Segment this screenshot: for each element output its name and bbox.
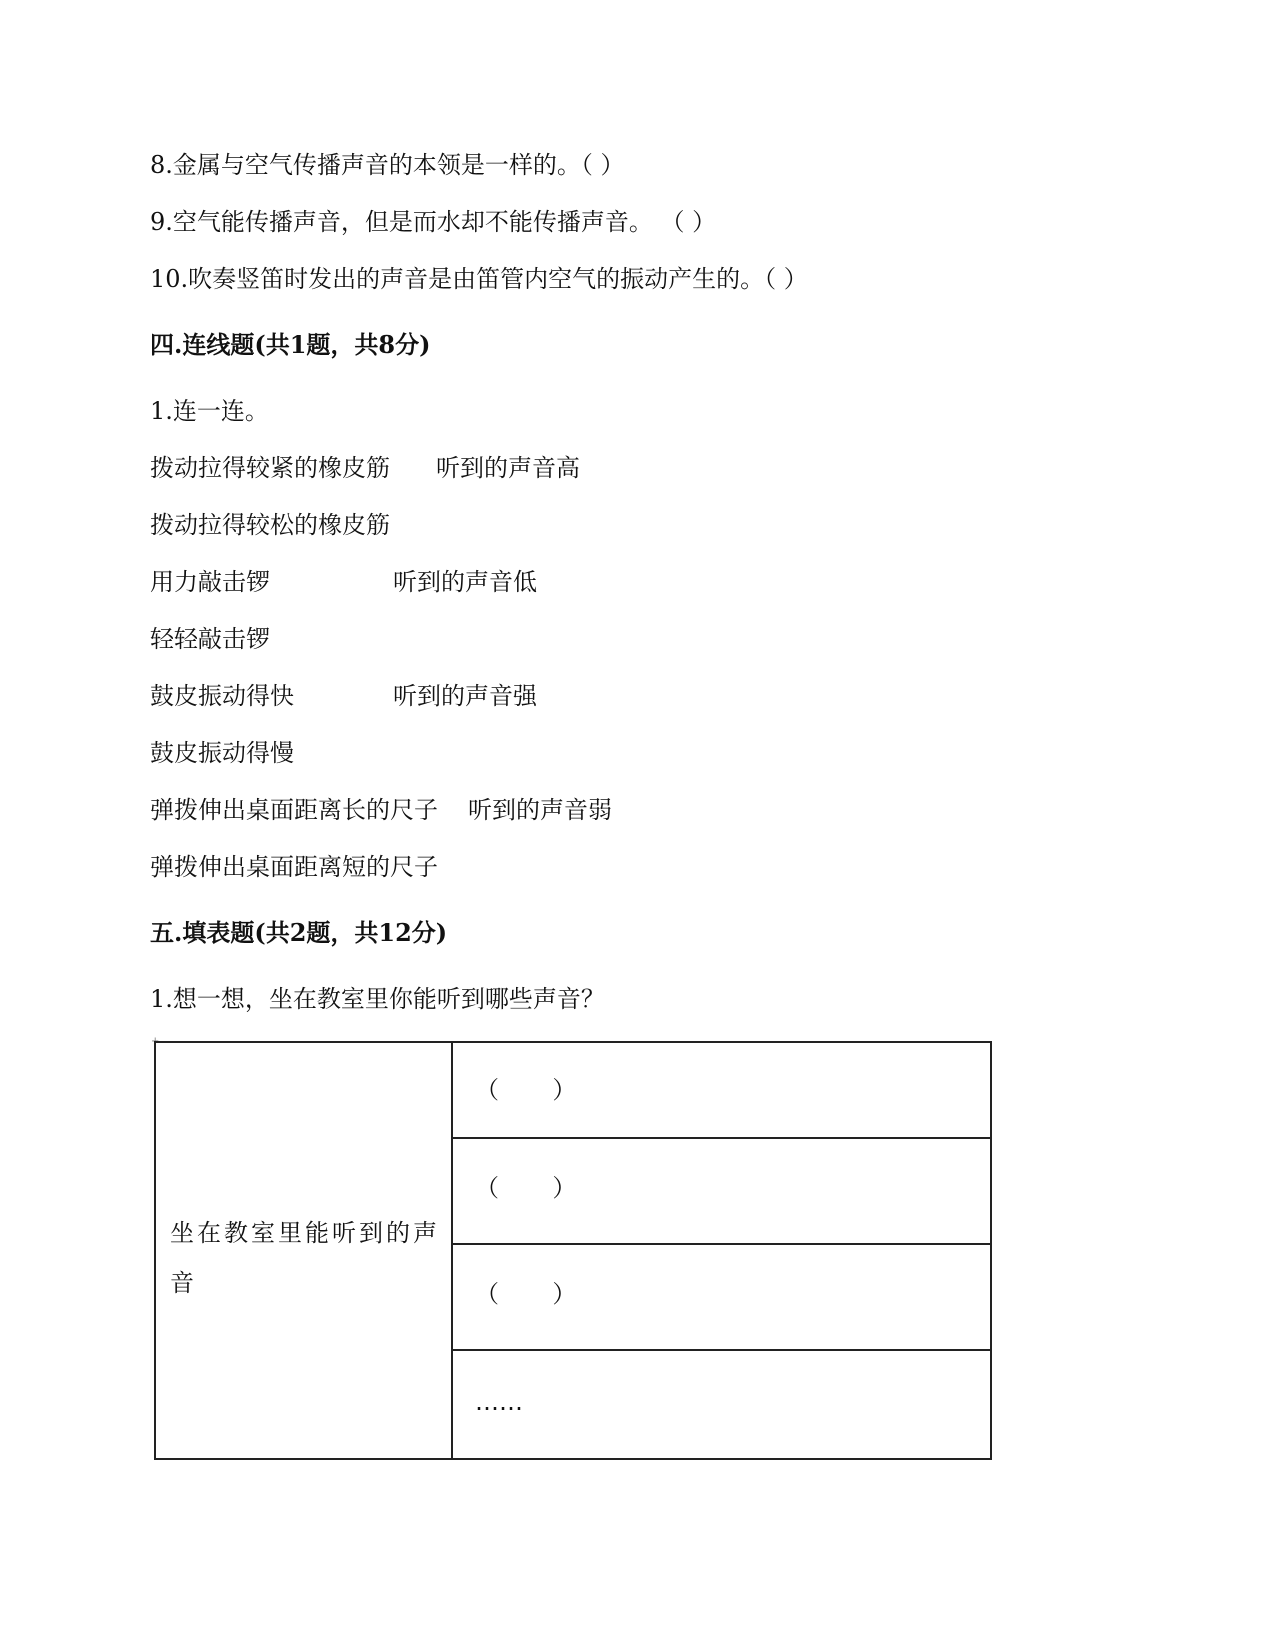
match-left-5: 鼓皮振动得快 (150, 682, 294, 710)
match-right-1: 听到的声音高 (436, 454, 580, 482)
section-5-heading: 五.填表题(共2题，共12分) (150, 918, 448, 947)
match-left-3: 用力敲击锣 (150, 568, 270, 596)
ellipsis-cell: …… (475, 1388, 523, 1416)
section-4-question: 1.连一连。 (150, 397, 269, 425)
question-10: 10.吹奏竖笛时发出的声音是由笛管内空气的振动产生的。（ ） (150, 265, 808, 293)
table-cell-2[interactable] (453, 1139, 990, 1245)
sounds-table (154, 1041, 992, 1460)
section-4-heading: 四.连线题(共1题，共8分) (150, 330, 431, 359)
question-8: 8.金属与空气传播声音的本领是一样的。（ ） (150, 151, 625, 179)
table-label: 坐在教室里能听到的声音 (170, 1219, 440, 1297)
match-left-1: 拨动拉得较紧的橡皮筋 (150, 454, 390, 482)
question-9: 9.空气能传播声音，但是而水却不能传播声音。 （ ） (150, 208, 717, 236)
section-5-question: 1.想一想，坐在教室里你能听到哪些声音？ (150, 985, 605, 1013)
blank-3: （ ） (475, 1280, 577, 1308)
match-left-7: 弹拨伸出桌面距离长的尺子 (150, 796, 438, 824)
match-left-2: 拨动拉得较松的橡皮筋 (150, 511, 390, 539)
table-anchor-mark: + (151, 1036, 160, 1047)
match-right-5: 听到的声音强 (393, 682, 537, 710)
match-left-4: 轻轻敲击锣 (150, 625, 270, 653)
match-right-7: 听到的声音弱 (468, 796, 612, 824)
match-left-8: 弹拨伸出桌面距离短的尺子 (150, 853, 438, 881)
table-cell-3[interactable] (453, 1245, 990, 1351)
match-right-3: 听到的声音低 (393, 568, 537, 596)
blank-2: （ ） (475, 1174, 577, 1202)
table-label-cell (156, 1043, 453, 1458)
match-left-6: 鼓皮振动得慢 (150, 739, 294, 767)
table-cell-4[interactable] (453, 1351, 990, 1458)
table-cell-1[interactable] (453, 1043, 990, 1139)
blank-1: （ ） (475, 1076, 577, 1104)
